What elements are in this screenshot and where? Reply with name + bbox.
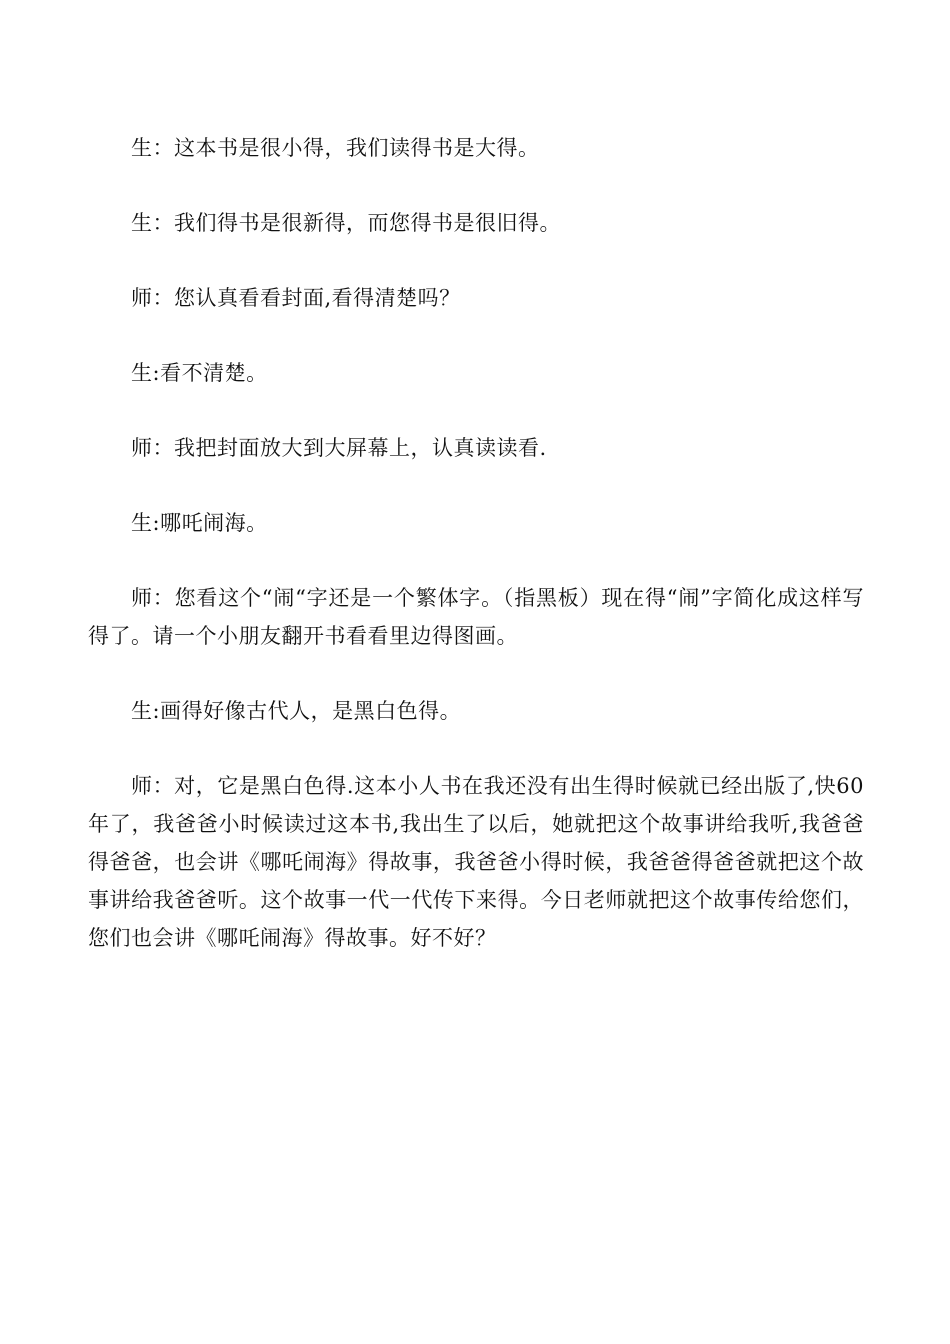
paragraph-4: 生:看不清楚。 [131, 361, 268, 385]
paragraph-3: 师：您认真看看封面,看得清楚吗？ [131, 286, 461, 310]
paragraph-8: 生:画得好像古代人，是黑白色得。 [131, 699, 462, 723]
paragraph-9: 师：对，它是黑白色得.这本小人书在我还没有出生得时候就已经出版了,快60年了，我爸爸小时候读过这本书,我出生了以后，她就把这个故事讲给我听,我爸爸得爸爸，也会讲《哪吒闹海》得故事，我爸爸小得时候，我爸爸得爸爸就把这个故事讲给我爸爸听。这个故事一代一代传下来得。今日老师就把这个故事传给您们，您们也会讲《哪吒闹海》得故事。好不好？ [88, 774, 864, 950]
paragraph-7: 师：您看这个“闹“字还是一个繁体字。（指黑板）现在得“闹”字简化成这样写得了。请一个小朋友翻开书看看里边得图画。 [88, 586, 864, 648]
paragraph-2: 生：我们得书是很新得，而您得书是很旧得。 [131, 211, 561, 235]
document-body [88, 129, 864, 994]
paragraph-1: 生：这本书是很小得，我们读得书是大得。 [131, 136, 540, 160]
paragraph-6: 生:哪吒闹海。 [131, 511, 268, 535]
paragraph-5: 师：我把封面放大到大屏幕上，认真读读看. [131, 436, 547, 460]
